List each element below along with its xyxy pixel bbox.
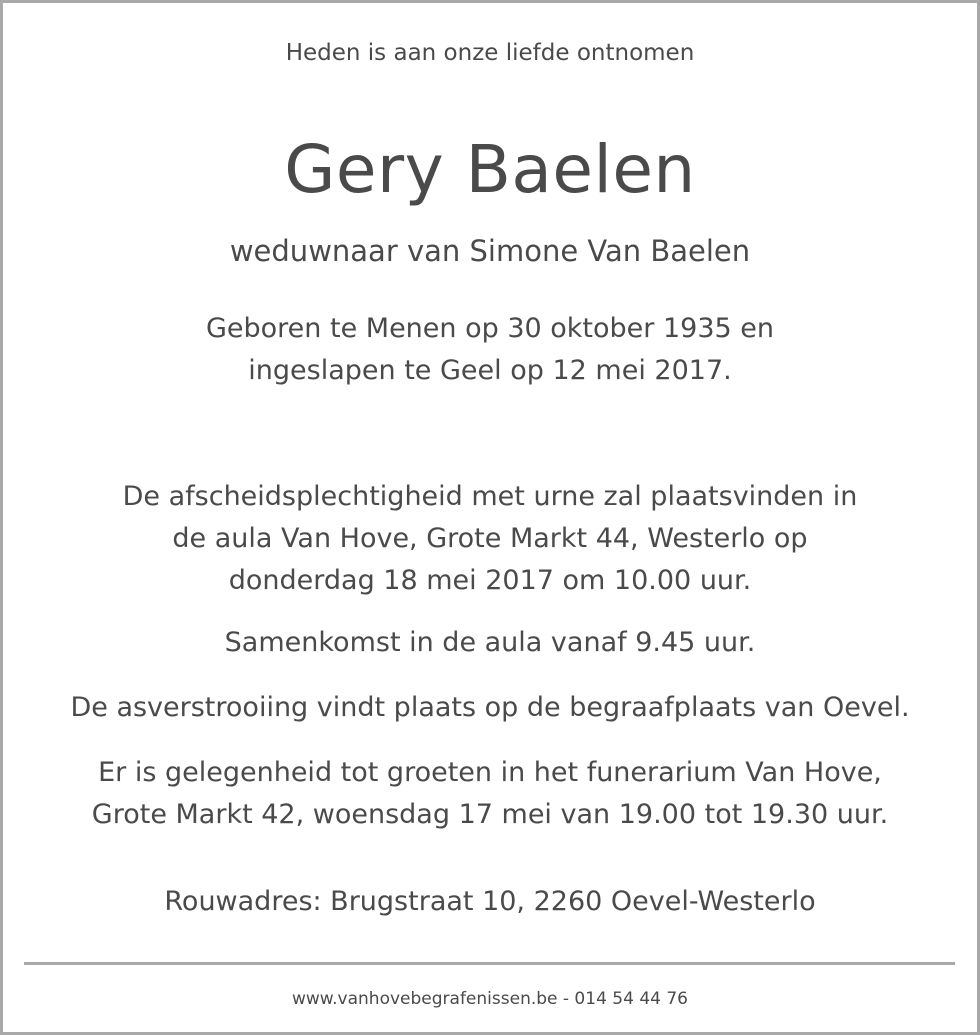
scattering-text: De asverstrooiing vindt plaats op de begraafplaats van Oevel. [70, 692, 910, 723]
visitation-block [0, 752, 980, 836]
deceased-name: Gery Baelen [284, 131, 696, 208]
death-line: ingeslapen te Geel op 12 mei 2017. [248, 355, 732, 386]
ceremony-block [0, 476, 980, 602]
birth-death-block [0, 308, 980, 392]
spouse-line: weduwnaar van Simone Van Baelen [229, 234, 751, 268]
footer-contact: www.vanhovebegrafenissen.be - 014 54 44 76 [292, 989, 688, 1009]
birth-line: Geboren te Menen op 30 oktober 1935 en [205, 313, 774, 344]
intro-text: Heden is aan onze liefde ontnomen [285, 40, 695, 66]
visitation-line: Er is gelegenheid tot groeten in het funerarium Van Hove, [98, 757, 882, 788]
mourning-address: Rouwadres: Brugstraat 10, 2260 Oevel-Westerlo [164, 886, 816, 917]
ceremony-line: De afscheidsplechtigheid met urne zal plaatsvinden in [122, 481, 858, 512]
ceremony-line: de aula Van Hove, Grote Markt 44, Westerlo op [172, 523, 808, 554]
footer-divider [24, 962, 955, 965]
visitation-line: Grote Markt 42, woensdag 17 mei van 19.00 tot 19.30 uur. [91, 799, 889, 830]
ceremony-line: donderdag 18 mei 2017 om 10.00 uur. [228, 565, 752, 596]
gathering-text: Samenkomst in de aula vanaf 9.45 uur. [224, 627, 756, 658]
